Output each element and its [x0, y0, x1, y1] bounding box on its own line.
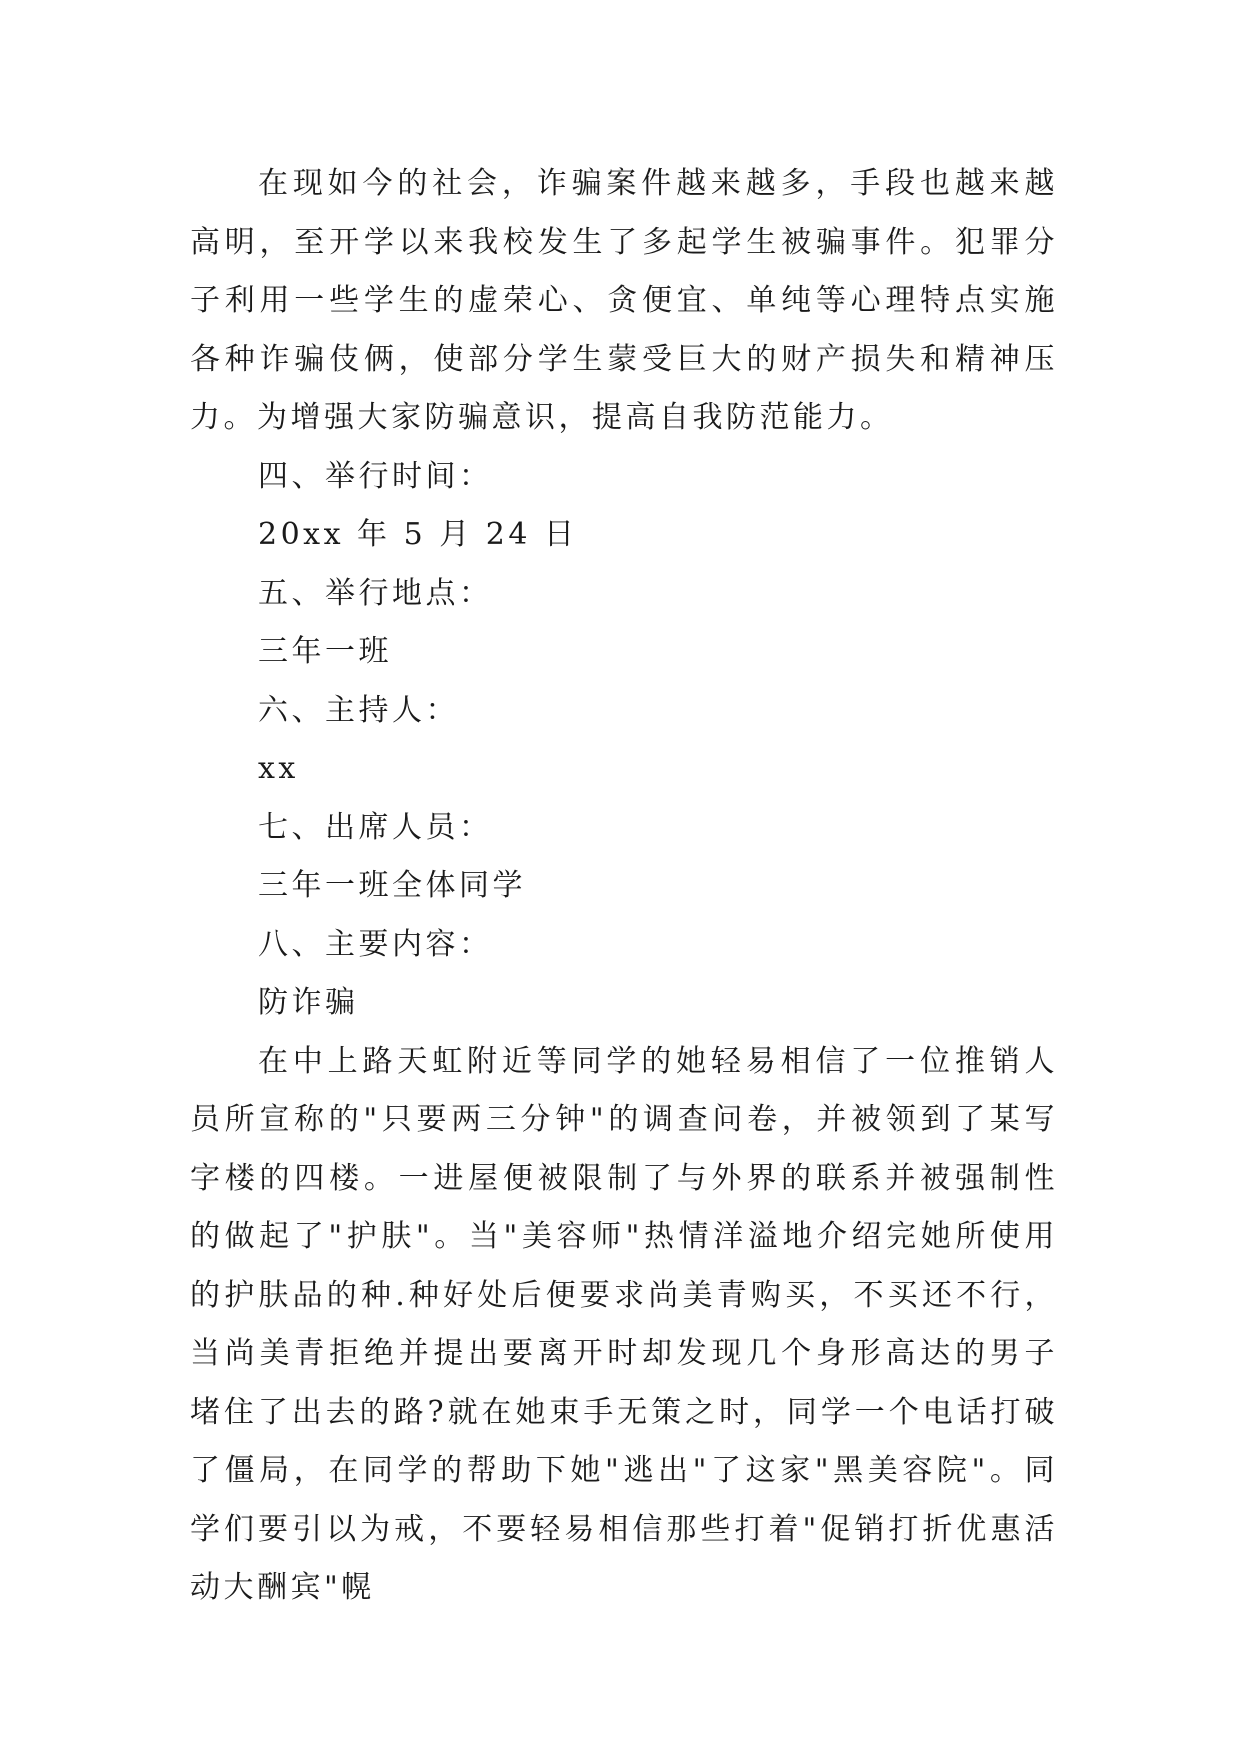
section-heading-location: 五、举行地点： [258, 575, 493, 611]
section-value-host: xx [258, 751, 299, 786]
document-page [190, 155, 1058, 1618]
section-heading-host: 六、主持人： [258, 692, 459, 728]
section-heading-attendees: 七、出席人员： [258, 809, 493, 845]
section-value-content: 防诈骗 [258, 985, 359, 1020]
section-value-time: 20xx 年 5 月 24 日 [258, 517, 578, 552]
story-paragraph: 在中上路天虹附近等同学的她轻易相信了一位推销人员所宣称的"只要两三分钟"的调查问卷，并被领到了某写字楼的四楼。一进屋便被限制了与外界的联系并被强制性的做起了"护肤"。当"美容师"热情洋溢地介绍完她所使用的护肤品的种.种好处后便要求尚美青购买，不买还不行，当尚美青拒绝并提出要离开时却发现几个身形高达的男子堵住了出去的路?就在她束手无策之时，同学一个电话打破了僵局，在同学的帮助下她"逃出"了这家"黑美容院"。同学们要引以为戒，不要轻易相信那些打着"促销打折优惠活动大酬宾"幌 [190, 1043, 1058, 1605]
section-heading-content: 八、主要内容： [258, 926, 493, 962]
section-value-attendees: 三年一班全体同学 [258, 868, 526, 903]
section-value-location: 三年一班 [258, 634, 392, 669]
section-heading-time: 四、举行时间： [258, 458, 493, 494]
intro-paragraph: 在现如今的社会，诈骗案件越来越多，手段也越来越高明，至开学以来我校发生了多起学生被骗事件。犯罪分子利用一些学生的虚荣心、贪便宜、单纯等心理特点实施各种诈骗伎俩，使部分学生蒙受巨大的财产损失和精神压力。为增强大家防骗意识，提高自我防范能力。 [190, 166, 1058, 435]
